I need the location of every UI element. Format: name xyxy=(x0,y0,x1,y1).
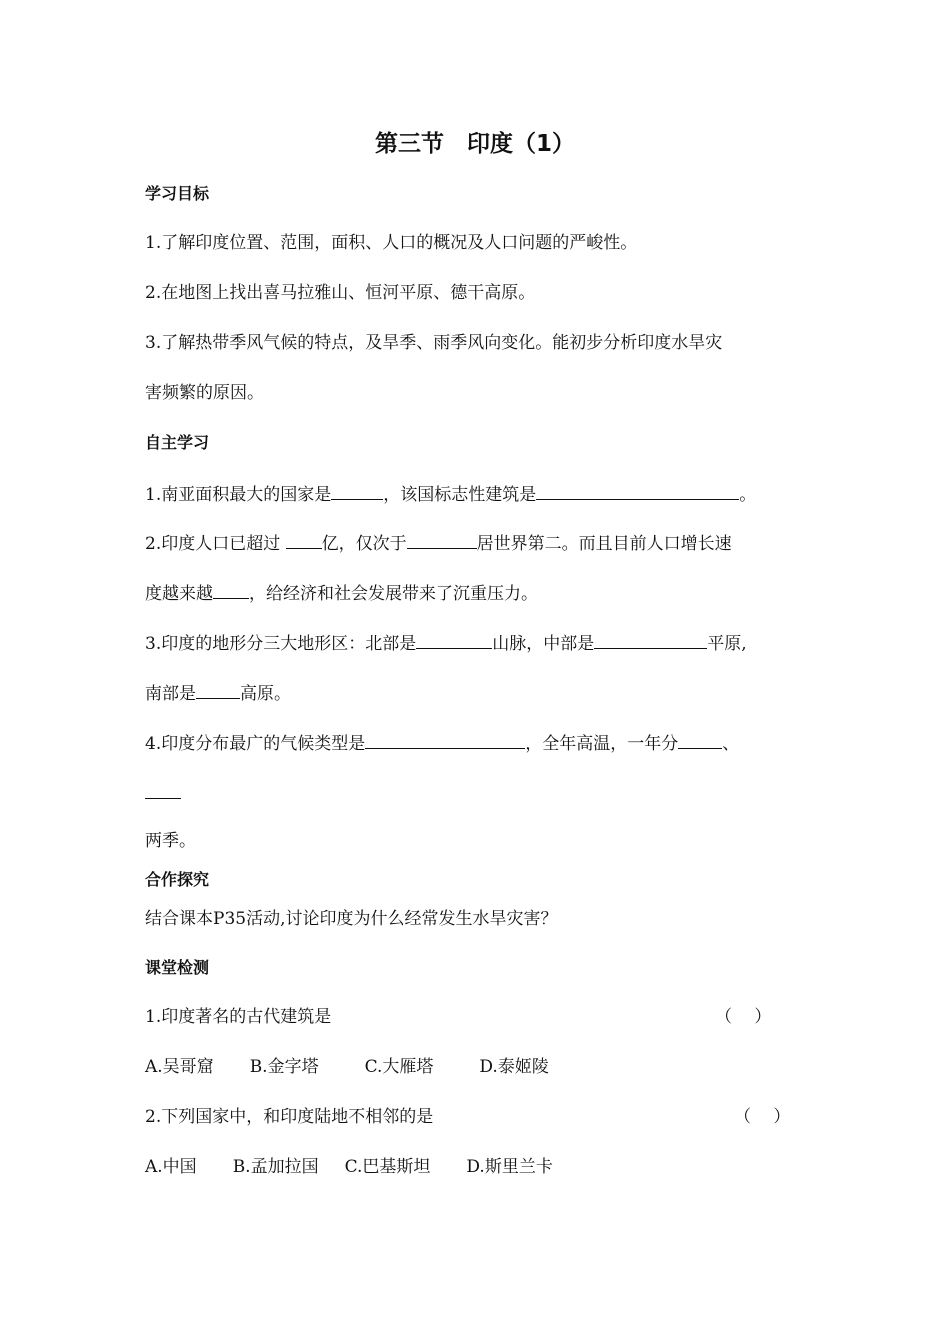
self-study-question-4: 4.印度分布最广的气候类型是 ，全年高温，一年分 、 xyxy=(145,729,739,757)
answer-blank[interactable] xyxy=(416,629,492,649)
option-a[interactable]: A.吴哥窟 xyxy=(145,1057,214,1077)
objective-item-2: 2.在地图上找出喜马拉雅山、恒河平原、德干高原。 xyxy=(145,283,536,303)
test-question-2-stem: 2.下列国家中，和印度陆地不相邻的是 xyxy=(145,1107,434,1127)
answer-blank[interactable] xyxy=(407,529,477,549)
answer-blank[interactable] xyxy=(196,679,240,699)
self-study-question-4-cont: 两季。 xyxy=(145,831,196,851)
test-question-1-options xyxy=(145,1054,549,1080)
self-study-heading: 自主学习 xyxy=(145,433,210,452)
answer-blank[interactable] xyxy=(594,629,707,649)
self-study-question-2-cont: 度越来越 ，给经济和社会发展带来了沉重压力。 xyxy=(145,579,538,607)
option-b[interactable]: B.金字塔 xyxy=(249,1057,319,1077)
self-study-question-1: 1.南亚面积最大的国家是 ，该国标志性建筑是 。 xyxy=(145,480,756,508)
option-d[interactable]: D.斯里兰卡 xyxy=(466,1157,553,1177)
self-study-question-4-blank-line xyxy=(145,779,181,807)
option-a[interactable]: A.中国 xyxy=(145,1157,197,1177)
objective-item-3: 3.了解热带季风气候的特点，及旱季、雨季风向变化。能初步分析印度水旱灾 xyxy=(145,333,723,353)
page-title: 第三节 印度（1） xyxy=(374,131,575,157)
answer-parenthesis[interactable]: （ ） xyxy=(715,1007,772,1027)
option-d[interactable]: D.泰姬陵 xyxy=(479,1057,549,1077)
answer-blank[interactable] xyxy=(286,529,322,549)
answer-blank[interactable] xyxy=(331,480,383,500)
test-question-2-options xyxy=(145,1154,553,1180)
test-heading: 课堂检测 xyxy=(145,958,210,977)
objectives-heading: 学习目标 xyxy=(145,184,210,203)
self-study-question-2: 2.印度人口已超过 亿，仅次于 居世界第二。而且目前人口增长速 xyxy=(145,529,732,557)
answer-parenthesis[interactable]: （ ） xyxy=(734,1107,791,1127)
answer-blank[interactable] xyxy=(213,579,249,599)
option-b[interactable]: B.孟加拉国 xyxy=(232,1157,319,1177)
option-c[interactable]: C.巴基斯坦 xyxy=(344,1157,431,1177)
answer-blank[interactable] xyxy=(678,729,722,749)
answer-blank[interactable] xyxy=(365,729,525,749)
cooperation-text: 结合课本P35活动,讨论印度为什么经常发生水旱灾害？ xyxy=(145,909,558,929)
test-question-1-stem: 1.印度著名的古代建筑是 xyxy=(145,1007,332,1027)
self-study-question-3-cont: 南部是 高原。 xyxy=(145,679,291,707)
option-c[interactable]: C.大雁塔 xyxy=(364,1057,434,1077)
objective-item-3-cont: 害频繁的原因。 xyxy=(145,383,264,403)
answer-blank[interactable] xyxy=(536,480,739,500)
objective-item-1: 1.了解印度位置、范围，面积、人口的概况及人口问题的严峻性。 xyxy=(145,233,638,253)
cooperation-heading: 合作探究 xyxy=(145,870,210,889)
answer-blank[interactable] xyxy=(145,779,181,799)
self-study-question-3: 3.印度的地形分三大地形区：北部是 山脉，中部是 平原, xyxy=(145,629,747,657)
